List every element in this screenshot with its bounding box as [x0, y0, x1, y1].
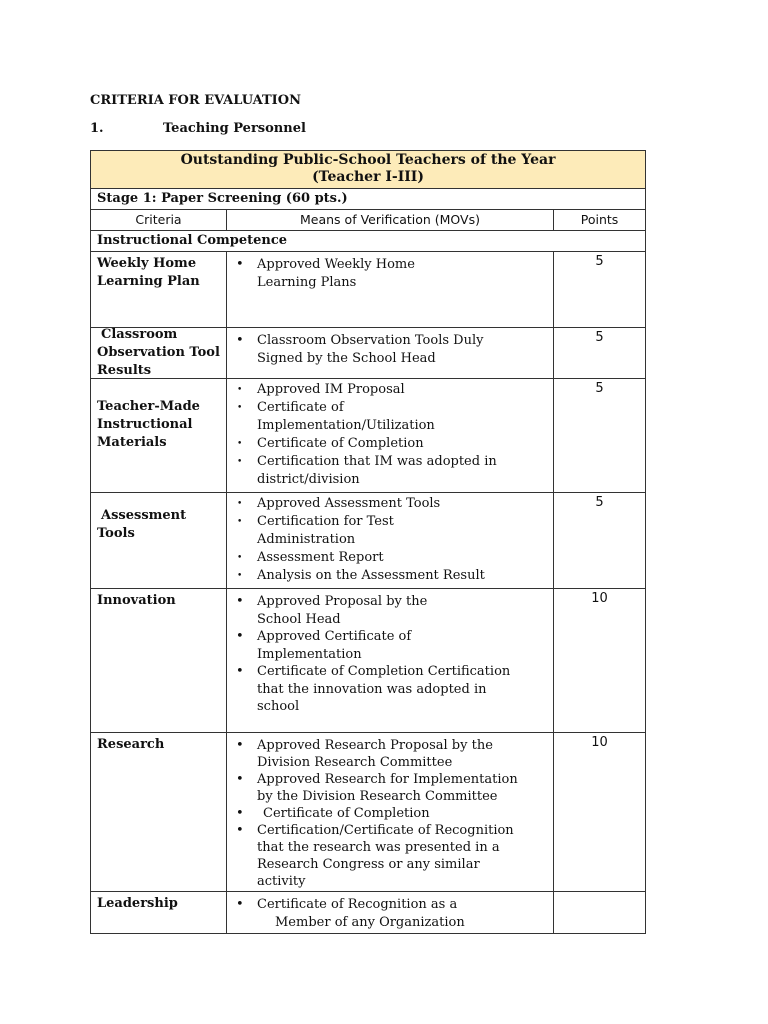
points-cell: 10	[554, 589, 646, 733]
criteria-cell	[91, 252, 227, 328]
movs-cell	[227, 733, 554, 892]
mov-item: • Approved Research Proposal by the Division Research Committee	[233, 737, 547, 771]
category-row	[91, 231, 646, 252]
table-title-row	[91, 151, 646, 189]
criteria-cell	[91, 733, 227, 892]
table-row	[91, 493, 646, 589]
criteria-text: Teacher-Made	[97, 399, 200, 414]
movs-cell	[227, 589, 554, 733]
mov-item: • Certificate of Implementation/Utilization	[233, 399, 547, 435]
column-header-row	[91, 210, 646, 231]
table-row	[91, 892, 646, 934]
table-row	[91, 589, 646, 733]
mov-item: • Certificate of Completion	[233, 435, 547, 453]
section-heading	[90, 121, 306, 136]
table-row	[91, 328, 646, 379]
stage-label: Stage 1: Paper Screening (60 pts.)	[91, 189, 646, 210]
criteria-cell	[91, 892, 227, 934]
criteria-cell	[91, 379, 227, 493]
mov-item: • Certificate of Completion Certification that the innovation was adopted in school	[233, 663, 547, 716]
mov-item: • Approved Proposal by the School Head	[233, 593, 547, 628]
criteria-text: Weekly Home	[97, 256, 197, 271]
points-cell: 5	[554, 379, 646, 493]
criteria-text: Observation Tool	[97, 345, 220, 360]
criteria-text: Classroom	[101, 327, 178, 342]
criteria-text: Results	[97, 363, 152, 378]
points-cell: 10	[554, 733, 646, 892]
document-heading: CRITERIA FOR EVALUATION	[90, 93, 301, 108]
column-header-points: Points	[554, 210, 646, 231]
category-label: Instructional Competence	[91, 231, 646, 252]
table-title	[91, 151, 646, 189]
points-cell	[554, 892, 646, 934]
criteria-text: Innovation	[97, 593, 176, 608]
movs-cell	[227, 328, 554, 379]
movs-cell	[227, 493, 554, 589]
section-title: Teaching Personnel	[163, 121, 306, 136]
points-cell: 5	[554, 328, 646, 379]
mov-item: • Approved IM Proposal	[233, 381, 547, 399]
points-cell: 5	[554, 252, 646, 328]
mov-item: • Approved Certificate of Implementation	[233, 628, 547, 663]
criteria-text: Leadership	[97, 896, 178, 911]
criteria-text: Instructional	[97, 417, 193, 432]
criteria-text: Tools	[97, 526, 135, 541]
criteria-text: Research	[97, 737, 165, 752]
movs-cell	[227, 892, 554, 934]
mov-item: • Certificate of Recognition as a Member of any Organization	[233, 896, 547, 932]
section-number: 1.	[90, 121, 104, 136]
table-row	[91, 379, 646, 493]
movs-cell	[227, 379, 554, 493]
criteria-cell	[91, 493, 227, 589]
criteria-text: Materials	[97, 435, 167, 450]
criteria-cell	[91, 328, 227, 379]
mov-item: • Assessment Report	[233, 549, 547, 567]
points-cell: 5	[554, 493, 646, 589]
table-row	[91, 733, 646, 892]
criteria-text: Assessment	[101, 508, 187, 523]
criteria-text: Learning Plan	[97, 274, 200, 289]
mov-item: • Classroom Observation Tools Duly Signed by the School Head	[233, 332, 547, 368]
column-header-criteria: Criteria	[91, 210, 227, 231]
mov-item: • Certificate of Completion	[233, 805, 547, 822]
mov-item: • Analysis on the Assessment Result	[233, 567, 547, 585]
mov-item: • Approved Research for Implementation by the Division Research Committee	[233, 771, 547, 805]
mov-item: • Approved Assessment Tools	[233, 495, 547, 513]
criteria-table	[90, 150, 646, 934]
criteria-cell	[91, 589, 227, 733]
table-row	[91, 252, 646, 328]
column-header-movs: Means of Verification (MOVs)	[227, 210, 554, 231]
mov-item: • Certification for Test Administration	[233, 513, 547, 549]
mov-item: • Approved Weekly Home Learning Plans	[233, 256, 547, 292]
table-title-line-2: (Teacher I-III)	[312, 169, 424, 185]
table-title-line-1: Outstanding Public-School Teachers of the Year	[180, 152, 556, 168]
mov-item: • Certification that IM was adopted in district/division	[233, 453, 547, 489]
mov-item: • Certification/Certificate of Recognition that the research was presented in a Research Congress or any similar activity	[233, 822, 547, 890]
stage-row	[91, 189, 646, 210]
movs-cell	[227, 252, 554, 328]
